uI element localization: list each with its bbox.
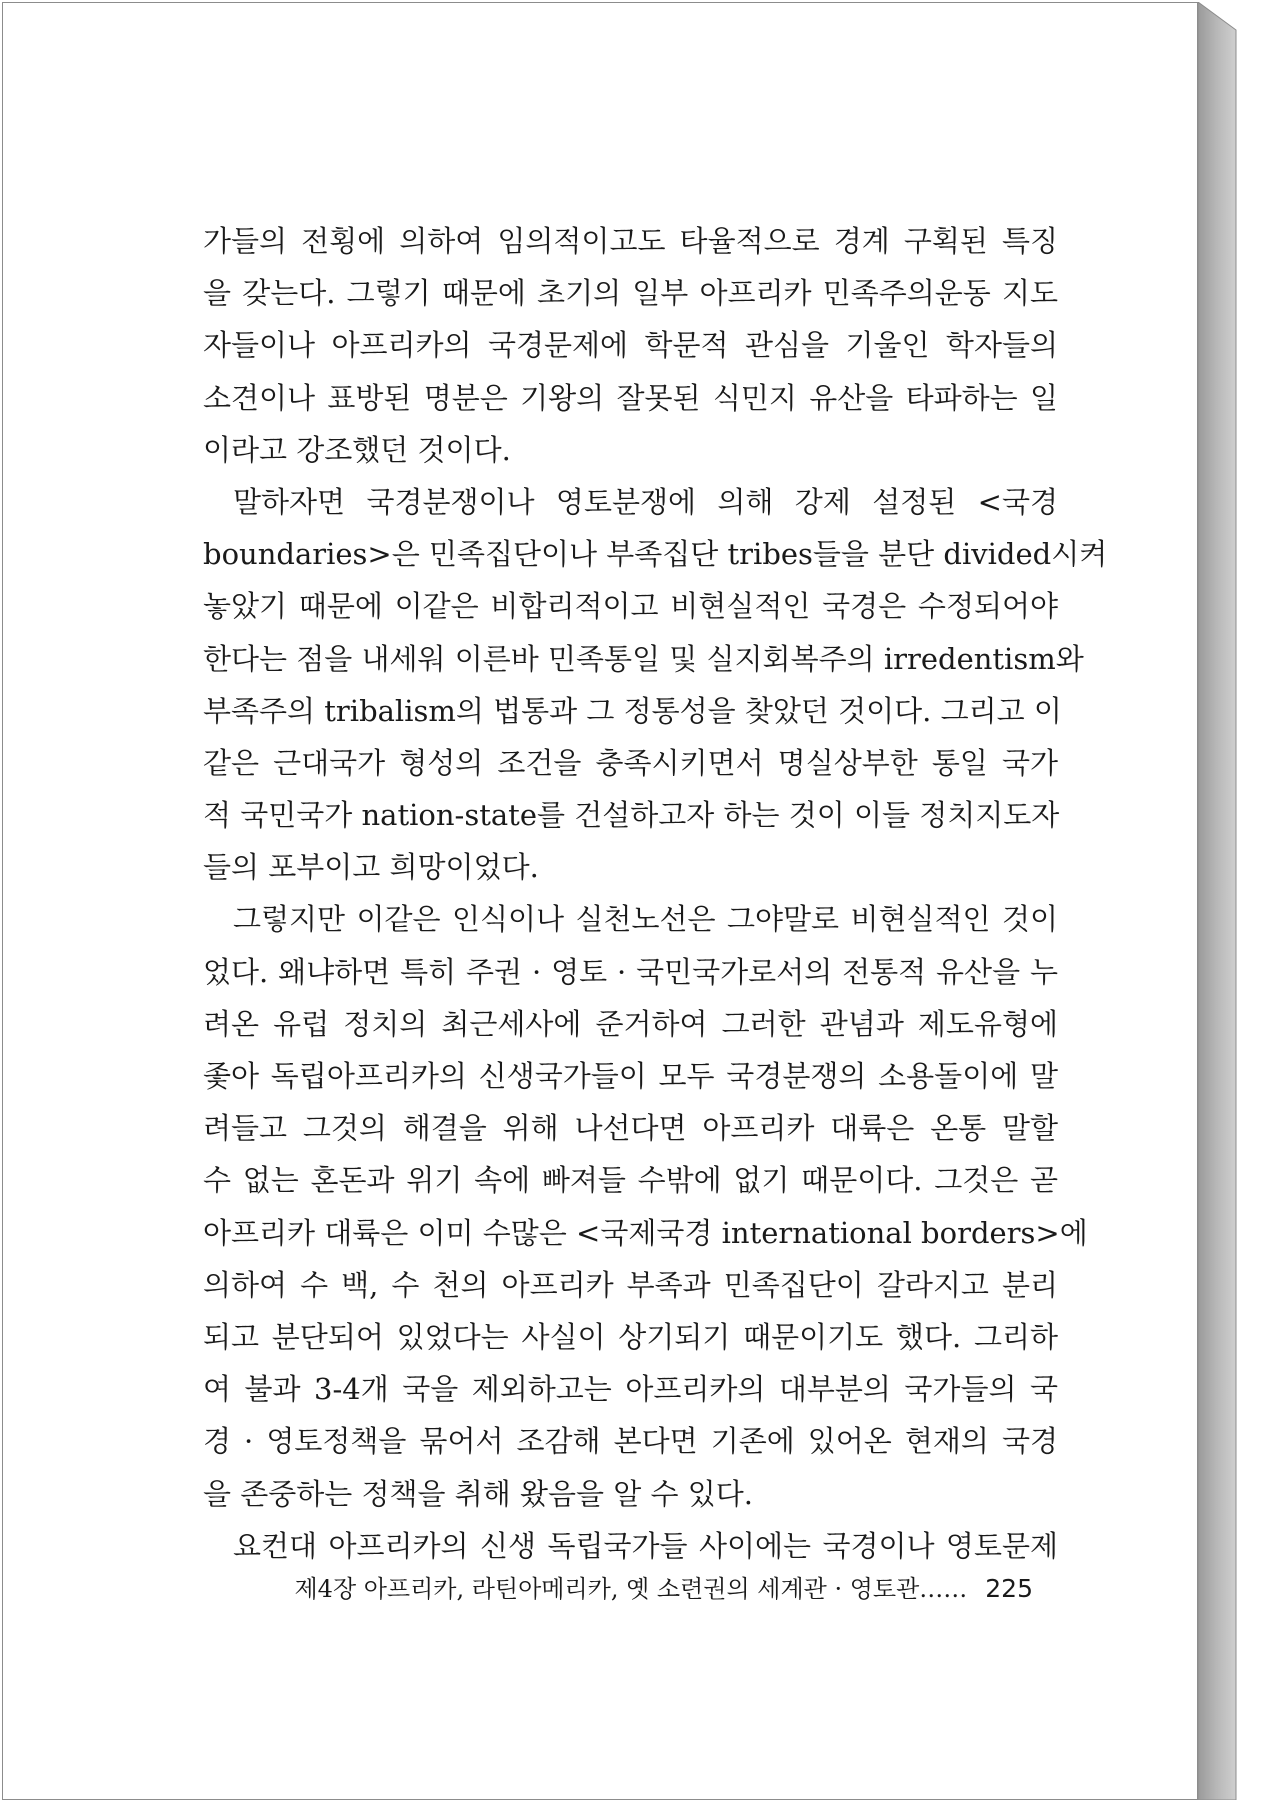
text-line: 부족주의 tribalism의 법통과 그 정통성을 찾았던 것이다. 그리고 이 bbox=[203, 693, 1062, 728]
page-number: 225 bbox=[985, 1574, 1033, 1603]
text-line: 적 국민국가 nation-state를 건설하고자 하는 것이 이들 정치지도자 bbox=[203, 798, 1060, 833]
text-line: 었다. 왜냐하면 특히 주권 · 영토 · 국민국가로서의 전통적 유산을 누 bbox=[203, 954, 1058, 989]
text-line: 수 없는 혼돈과 위기 속에 빠져들 수밖에 없기 때문이다. 그것은 곧 bbox=[203, 1163, 1058, 1198]
text-line: 가들의 전횡에 의하여 임의적이고도 타율적으로 경계 구획된 특징 bbox=[203, 224, 1058, 258]
text-line: 을 존중하는 정책을 취해 왔음을 알 수 있다. bbox=[203, 1476, 753, 1511]
text-line: 경 · 영토정책을 묶어서 조감해 본다면 기존에 있어온 현재의 국경 bbox=[203, 1424, 1058, 1459]
running-title: 제4장 아프리카, 라틴아메리카, 옛 소련권의 세계관 · 영토관…… bbox=[294, 1575, 968, 1603]
text-line: 을 갖는다. 그렇기 때문에 초기의 일부 아프리카 민족주의운동 지도 bbox=[203, 276, 1058, 311]
book-page bbox=[2, 2, 1198, 1800]
text-line: 려들고 그것의 해결을 위해 나선다면 아프리카 대륙은 온통 말할 bbox=[203, 1111, 1058, 1146]
text-line: 의하여 수 백, 수 천의 아프리카 부족과 민족집단이 갈라지고 분리 bbox=[203, 1267, 1058, 1302]
text-line: 놓았기 때문에 이같은 비합리적이고 비현실적인 국경은 수정되어야 bbox=[203, 589, 1058, 624]
text-line: 한다는 점을 내세워 이른바 민족통일 및 실지회복주의 irredentism와 bbox=[203, 641, 1084, 676]
text-line: 들의 포부이고 희망이었다. bbox=[203, 850, 539, 885]
text-line: 아프리카 대륙은 이미 수많은 <국제국경 international borders>에 bbox=[203, 1215, 1088, 1250]
text-line: 자들이나 아프리카의 국경문제에 학문적 관심을 기울인 학자들의 bbox=[203, 328, 1058, 363]
text-line: 려온 유럽 정치의 최근세사에 준거하여 그러한 관념과 제도유형에 bbox=[203, 1006, 1058, 1041]
body-text bbox=[203, 215, 1108, 1572]
book-edge bbox=[1198, 2, 1238, 1800]
text-line: 좇아 독립아프리카의 신생국가들이 모두 국경분쟁의 소용돌이에 말 bbox=[203, 1059, 1058, 1093]
text-line: 요컨대 아프리카의 신생 독립국가들 사이에는 국경이나 영토문제 bbox=[233, 1528, 1058, 1563]
page-footer bbox=[3, 1569, 1033, 1604]
text-line: boundaries>은 민족집단이나 부족집단 tribes들을 분단 divided시켜 bbox=[203, 537, 1108, 572]
text-line: 여 불과 3-4개 국을 제외하고는 아프리카의 대부분의 국가들의 국 bbox=[203, 1372, 1058, 1407]
text-line: 말하자면 국경분쟁이나 영토분쟁에 의해 강제 설정된 <국경 bbox=[233, 484, 1058, 519]
text-line: 되고 분단되어 있었다는 사실이 상기되기 때문이기도 했다. 그리하 bbox=[203, 1319, 1058, 1354]
text-line: 같은 근대국가 형성의 조건을 충족시키면서 명실상부한 통일 국가 bbox=[203, 745, 1058, 780]
text-line: 소견이나 표방된 명분은 기왕의 잘못된 식민지 유산을 타파하는 일 bbox=[203, 380, 1058, 415]
text-line: 이라고 강조했던 것이다. bbox=[203, 432, 511, 467]
text-line: 그렇지만 이같은 인식이나 실천노선은 그야말로 비현실적인 것이 bbox=[233, 902, 1058, 937]
